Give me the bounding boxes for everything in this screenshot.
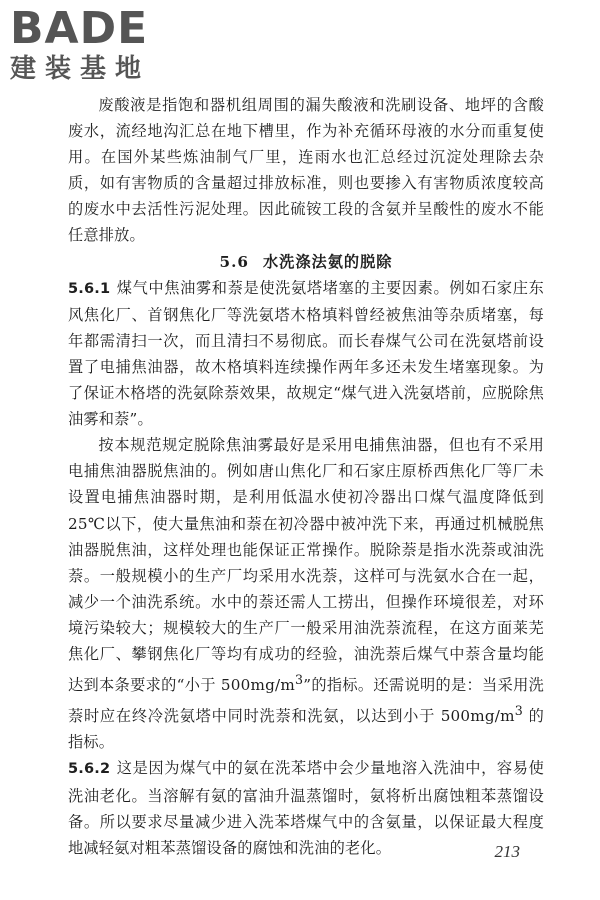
paragraph-text-part: 按本规范规定脱除焦油雾最好是采用电捕焦油器，但也有不采用电捕焦油器脱焦油的。例如唐山焦化厂和石家庄原桥西焦化厂等厂未设置电捕焦油器时期，是利用低温水使初冷器出口煤气温度降低到 25℃以下，使大量焦油和萘在初冷器中被冲洗下来，再通过机械脱焦油器脱焦油，这样处理也能保证正常操作。脱除萘是指水洗萘或油洗萘。一般规模小的生产厂均采用水洗萘，这样可与洗氨水合在一起，减少一个油洗系统。水中的萘还需人工捞出，但操作环境很差，对环境污染较大；规模较大的生产厂一般采用油洗萘流程，在这方面莱芜焦化厂、攀钢焦化厂等均有成功的经验，油洗萘后煤气中萘含量均能达到本条要求的“小于 500mg/m	[68, 436, 544, 695]
clause-5-6-1	[68, 275, 544, 433]
logo-cjk-text: 建装基地	[10, 54, 151, 84]
logo-latin-text: BADE	[10, 3, 149, 54]
clause-5-6-2	[68, 755, 544, 860]
page-content	[68, 92, 544, 861]
logo	[10, 3, 180, 84]
clause-number: 5.6.1	[68, 280, 111, 297]
clause-text: 这是因为煤气中的氨在洗苯塔中会少量地溶入洗油中，容易使洗油老化。当溶解有氨的富油升温蒸馏时，氨将析出腐蚀粗苯蒸馏设备。所以要求尽量减少进入洗苯塔煤气中的含氨量，以保证最大程度地减轻氨对粗苯蒸馏设备的腐蚀和洗油的老化。	[68, 759, 544, 857]
clause-text: 煤气中焦油雾和萘是使洗氨塔堵塞的主要因素。例如石家庄东风焦化厂、首钢焦化厂等洗氨塔木格填料曾经被焦油等杂质堵塞，每年都需清扫一次，而且清扫不易彻底。而长春煤气公司在洗氨塔前设置了电捕焦油器，故木格填料连续操作两年多还未发生堵塞现象。为了保证木格塔的洗氨除萘效果，故规定“煤气进入洗氨塔前，应脱除焦油雾和萘”。	[68, 278, 544, 429]
section-title: 水洗涤法氨的脱除	[262, 252, 393, 271]
paragraph-tar-removal	[68, 432, 544, 755]
page-number: 213	[494, 842, 520, 861]
paragraph-waste-acid: 废酸液是指饱和器机组周围的漏失酸液和洗刷设备、地坪的含酸废水，流经地沟汇总在地下槽里，作为补充循环母液的水分而重复使用。在国外某些炼油制气厂里，连雨水也汇总经过沉淀处理除去杂质，如有害物质的含量超过排放标准，则也要掺入有害物质浓度较高的废水中去活性污泥处理。因此硫铵工段的含氨并呈酸性的废水不能任意排放。	[68, 96, 544, 245]
superscript: 3	[514, 703, 523, 719]
clause-number: 5.6.2	[68, 761, 111, 778]
paragraph-text-part: 的指标。	[68, 707, 544, 752]
paragraph-text-part: ”的指标。还需说明的是：当采用洗萘时应在终冷洗氨塔中同时洗萘和洗氨，以达到小于 500mg/m	[68, 676, 544, 726]
section-heading	[68, 249, 544, 275]
section-number: 5.6	[219, 252, 249, 271]
superscript: 3	[294, 672, 304, 688]
